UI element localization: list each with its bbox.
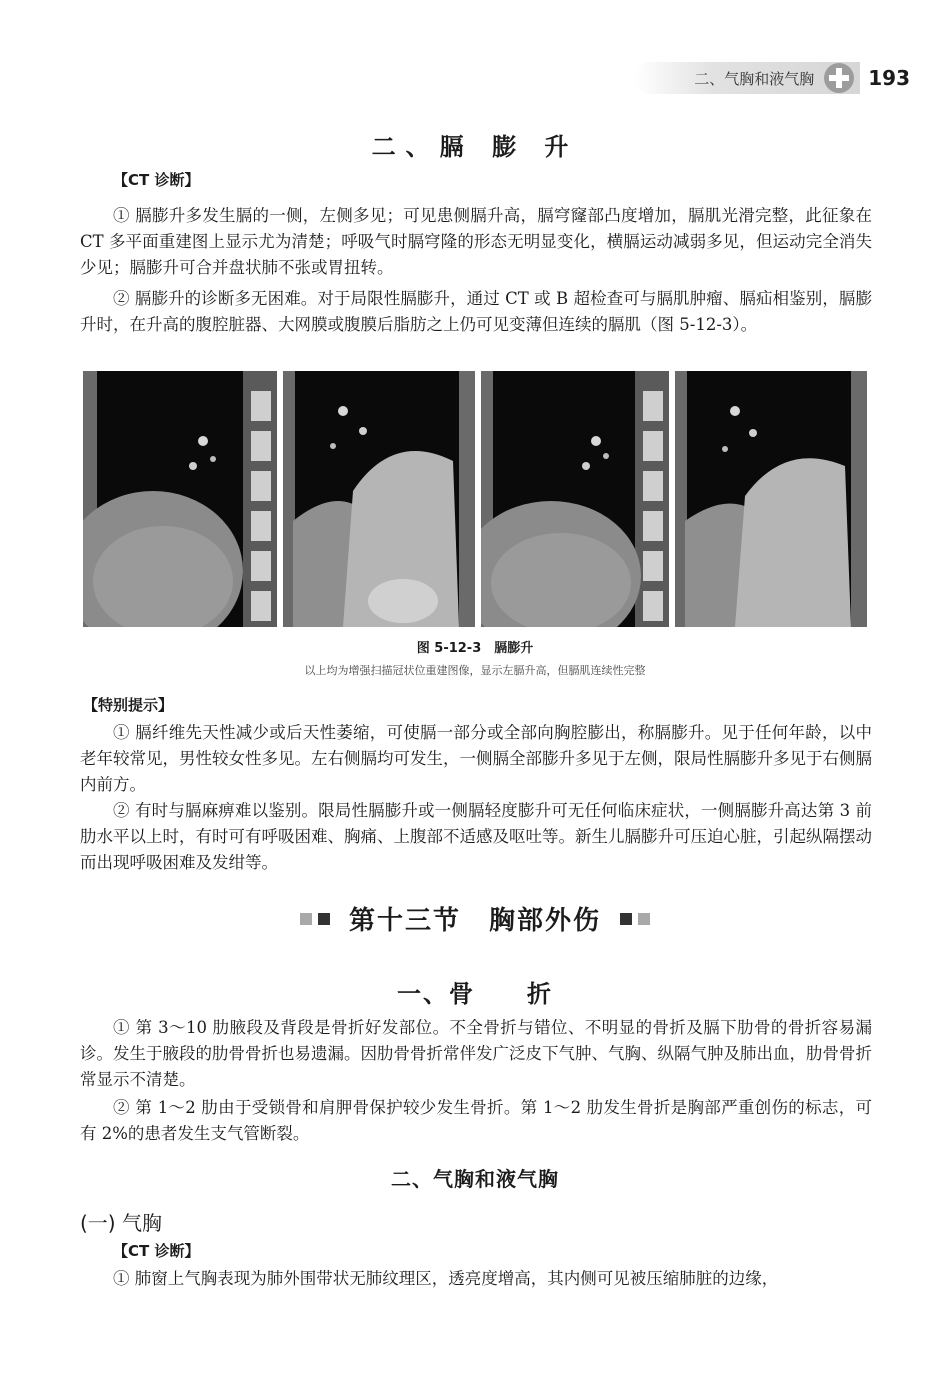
fracture-paragraph-2: ② 第 1～2 肋由于受锁骨和肩胛骨保护较少发生骨折。第 1～2 肋发生骨折是胸部严重创伤的标志，可有 2%的患者发生支气管断裂。	[80, 1098, 872, 1143]
section-13-banner	[0, 900, 950, 937]
running-header	[634, 58, 910, 98]
pneumo-paragraph-1: ① 肺窗上气胸表现为肺外围带状无肺纹理区，透亮度增高，其内侧可见被压缩肺脏的边缘，	[113, 1269, 779, 1288]
ct-paragraph-2: ② 膈膨升的诊断多无困难。对于局限性膈膨升，通过 CT 或 B 超检查可与膈肌肿瘤、膈疝相鉴别，膈膨升时，在升高的腹腔脏器、大网膜或腹膜后脂肪之上仍可见变薄但连续的膈肌（图 5-12-3）。	[80, 289, 872, 334]
figure-note: 以上均为增强扫描冠状位重建图像，显示左膈升高，但膈肌连续性完整	[304, 664, 646, 677]
ct-figure	[83, 371, 867, 627]
fracture-paragraph-1: ① 第 3～10 肋腋段及背段是骨折好发部位。不全骨折与错位、不明显的骨折及膈下肋骨的骨折容易漏诊。发生于腋段的肋骨骨折也易遗漏。因肋骨骨折常伴发广泛皮下气肿、气胸、纵隔气肿及肺出血，肋骨骨折常显示不清楚。	[80, 1018, 872, 1089]
ct-paragraph-1: ① 膈膨升多发生膈的一侧，左侧多见；可见患侧膈升高，膈穹窿部凸度增加，膈肌光滑完整，此征象在 CT 多平面重建图上显示尤为清楚；呼吸气时膈穹隆的形态无明显变化，横膈运动减弱多见，但运动完全消失少见；膈膨升可合并盘状肺不张或胃扭转。	[80, 206, 872, 277]
decor-square	[318, 913, 330, 925]
tip-paragraph-1: ① 膈纤维先天性减少或后天性萎缩，可使膈一部分或全部向胸腔膨出，称膈膨升。见于任何年龄，以中老年较常见，男性较女性多见。左右侧膈均可发生，一侧膈全部膨升多见于左侧，限局性膈膨升多见于右侧膈内前方。	[80, 723, 872, 794]
page-number: 193	[868, 66, 910, 90]
heading-pneumothorax: 二、气胸和液气胸	[391, 1167, 559, 1191]
running-header-tab	[634, 62, 860, 94]
ct-image-panel-2	[283, 371, 475, 627]
decor-square	[620, 913, 632, 925]
ct-image-panel-1	[83, 371, 277, 627]
section-13-title: 第十三节 胸部外伤	[348, 906, 601, 936]
decor-square	[638, 913, 650, 925]
heading-fracture: 一、骨 折	[397, 980, 553, 1008]
heading-diaphragm-eventration: 二、膈 膨 升	[371, 133, 579, 161]
ct-image-panel-3	[481, 371, 669, 627]
ct-diagnosis-label-2: 【CT 诊断】	[113, 1242, 200, 1260]
tip-paragraph-2: ② 有时与膈麻痹难以鉴别。限局性膈膨升或一侧膈轻度膨升可无任何临床症状，一侧膈膨升高达第 3 前肋水平以上时，有时可有呼吸困难、胸痛、上腹部不适感及呕吐等。新生儿膈膨升可压迫心脏，引起纵隔摆动而出现呼吸困难及发绀等。	[80, 801, 872, 872]
subheading-pneumothorax: (一) 气胸	[80, 1211, 162, 1235]
running-header-section: 二、气胸和液气胸	[694, 69, 815, 88]
ct-image-panel-4	[675, 371, 867, 627]
decor-square	[300, 913, 312, 925]
figure-caption: 图 5-12-3 膈膨升	[416, 641, 534, 656]
special-tip-label: 【特别提示】	[83, 696, 174, 714]
medical-cross-icon	[824, 63, 854, 93]
ct-diagnosis-label: 【CT 诊断】	[113, 171, 200, 189]
